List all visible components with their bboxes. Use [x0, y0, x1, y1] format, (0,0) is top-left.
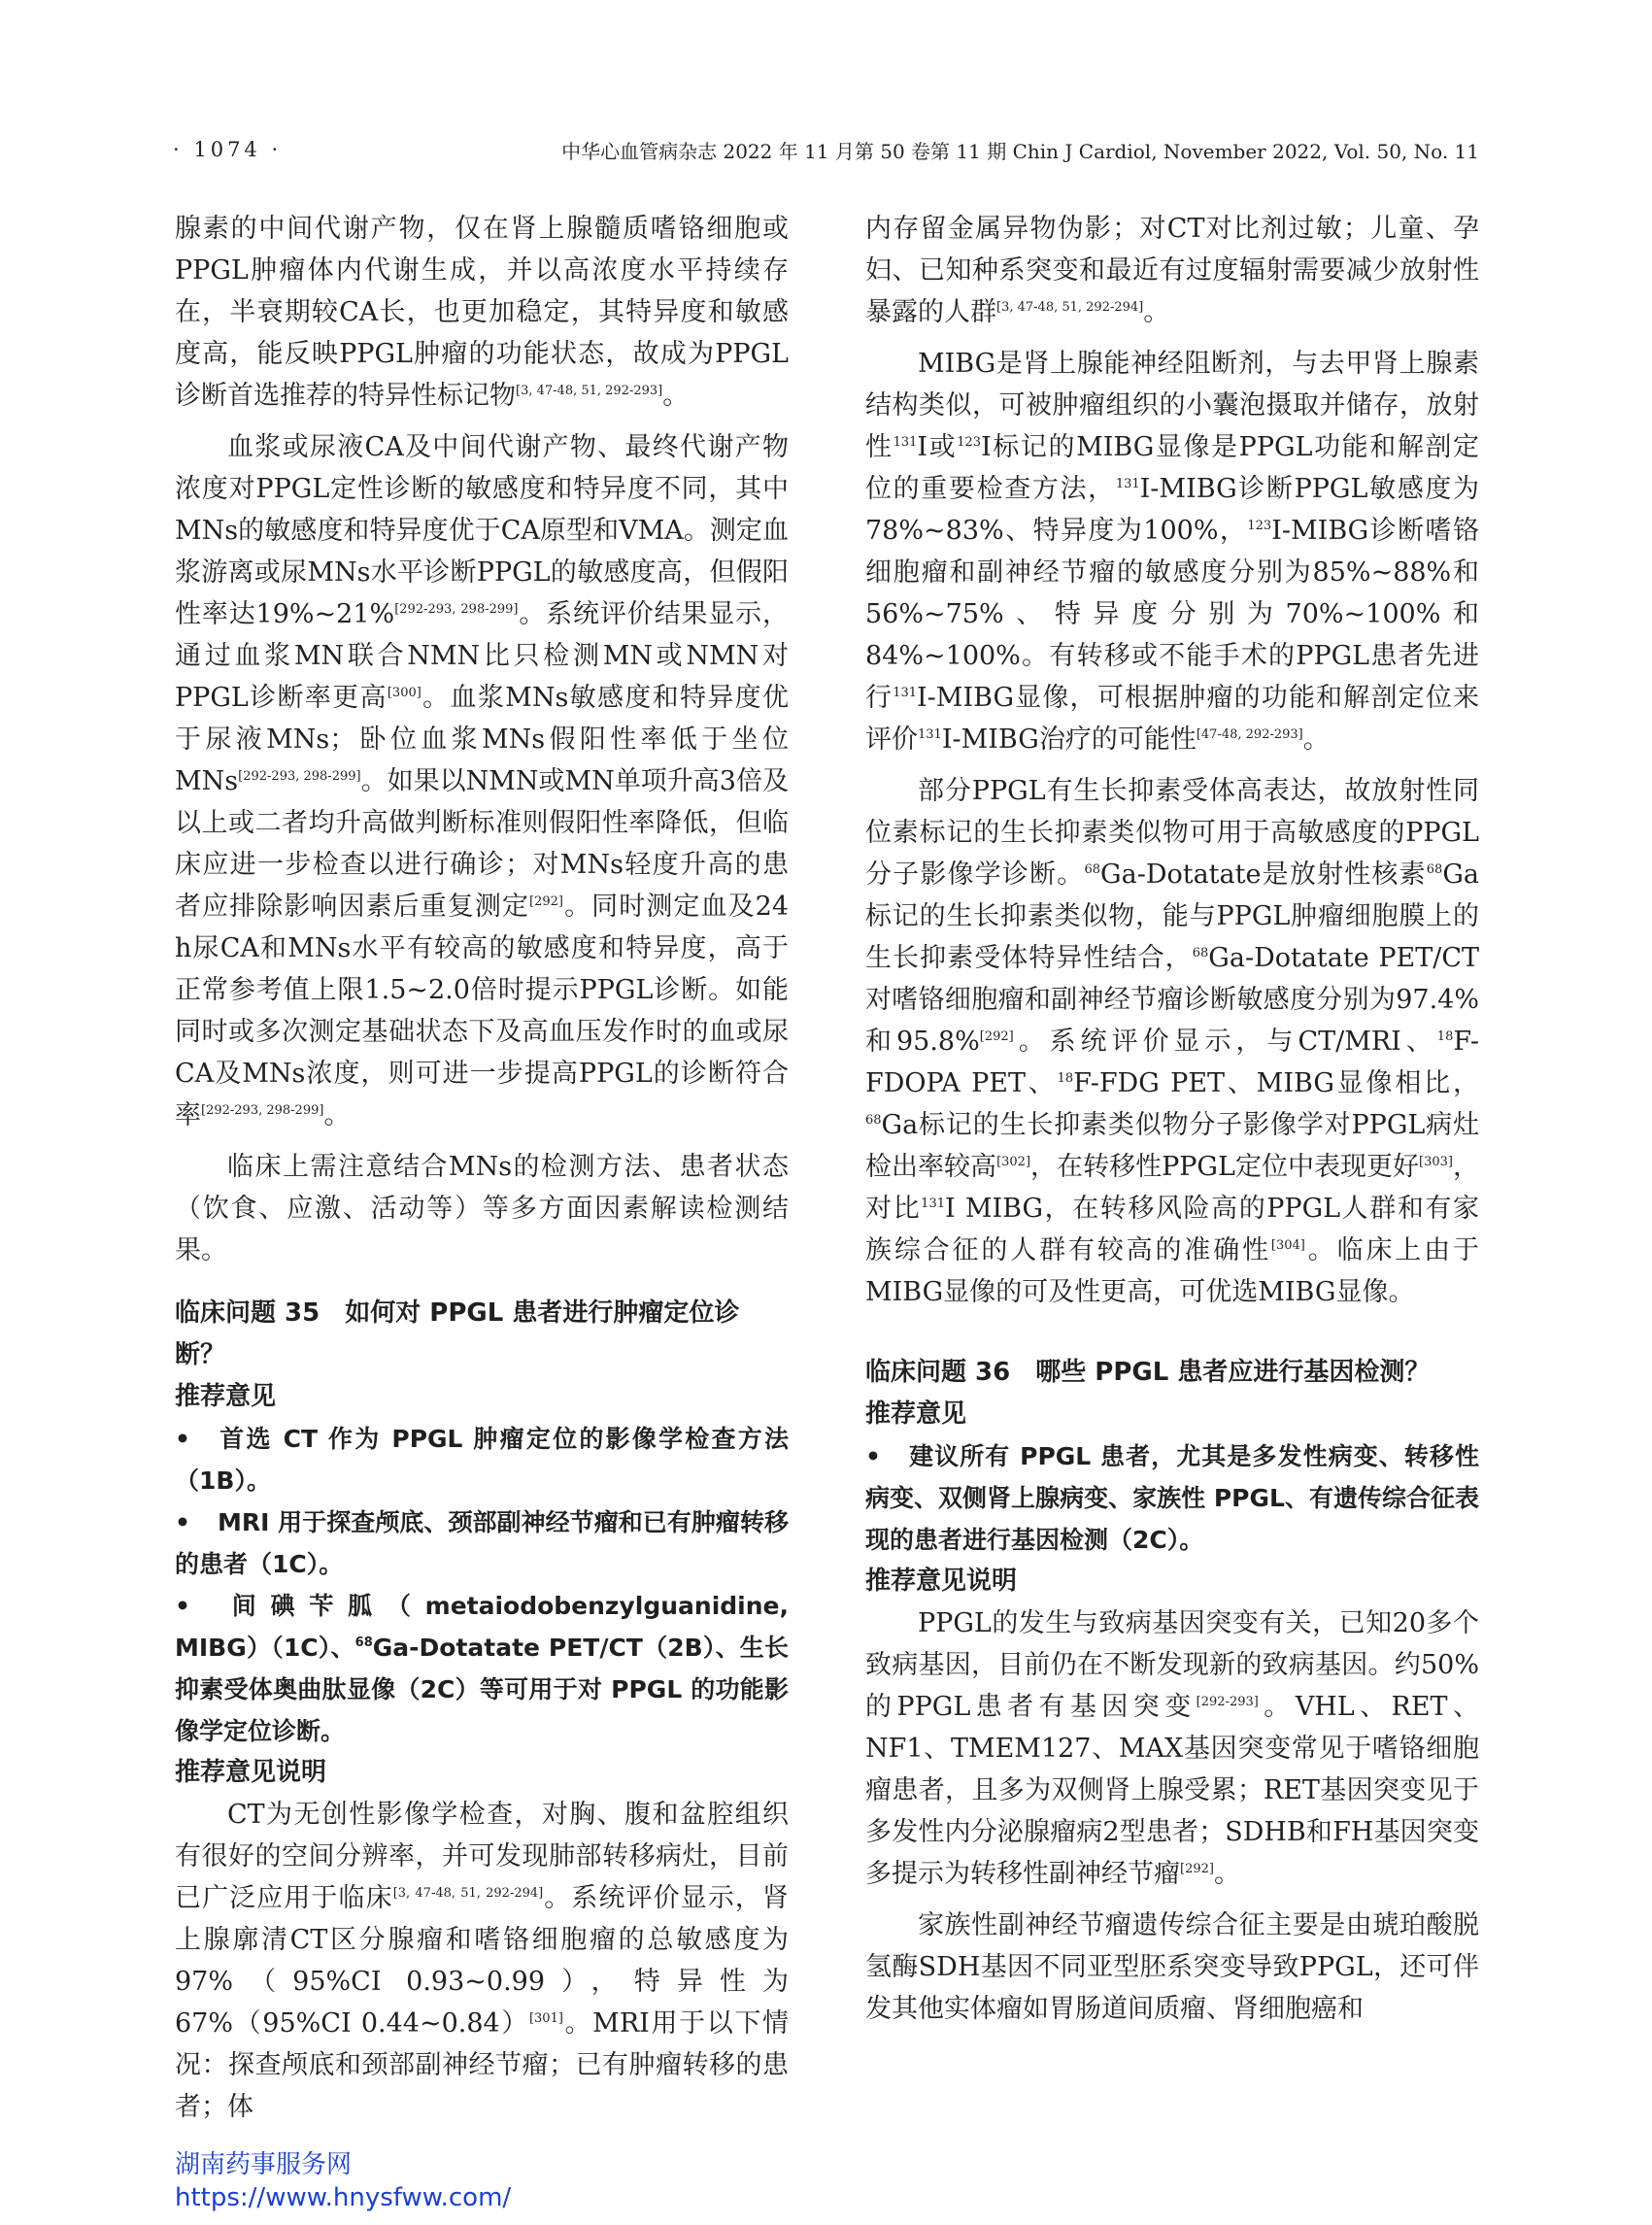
paragraph: CT为无创性影像学检查，对胸、腹和盆腔组织有很好的空间分辨率，并可发现肺部转移病灶，目前已广泛应用于临床[3, 47-48, 51, 292-294]。系统评价显示，肾上腺廓清CT区分腺瘤和嗜铬细胞瘤的总敏感度为97%（95%CI 0.93~0.99），特异性为67%（95%CI 0.44~0.84）[301]。MRI用于以下情况：探查颅底和颈部副神经节瘤；已有肿瘤转移的患者；体: [175, 1800, 790, 2122]
recommendation-title: 推荐意见: [175, 1382, 277, 1411]
citation: [292-293, 298-299]: [201, 1103, 324, 1118]
paragraph: PPGL的发生与致病基因突变有关，已知20多个致病基因，目前仍在不断发现新的致病基因。约50%的PPGL患者有基因突变[292-293]。VHL、RET、NF1、TMEM127、MAX基因突变常见于嗜铬细胞瘤患者，且多为双侧肾上腺受累；RET基因突变见于多发性内分泌腺瘤病2型患者；SDHB和FH基因突变多提示为转移性副神经节瘤[292]。: [865, 1608, 1479, 1889]
recommendation-item: • 间碘苄胍（metaiodobenzylguanidine, MIBG）（1C）、$^{68}$Ga-Dotatate PET/CT（2B）、生长抑素受体奥曲肽显像（2C）等可用于对 PPGL 的功能影像学定位诊断。: [175, 1585, 789, 1752]
citation: [292-293, 298-299]: [238, 769, 361, 784]
paragraph: 家族性副神经节瘤遗传综合征主要是由琥珀酸脱氢酶SDH基因不同亚型胚系突变导致PPGL，还可伴发其他实体瘤如胃肠道间质瘤、肾细胞癌和: [865, 1910, 1479, 2024]
site-url-link[interactable]: https://www.hnysfww.com/: [175, 2183, 512, 2212]
recommendation-item: • 建议所有 PPGL 患者，尤其是多发性病变、转移性病变、双侧肾上腺病变、家族性 PPGL、有遗传综合征表现的患者进行基因检测（2C）。: [865, 1435, 1479, 1561]
citation: [292]: [979, 1029, 1014, 1044]
citation: [303]: [1419, 1155, 1453, 1169]
explanation-title: 推荐意见说明: [865, 1567, 1018, 1596]
citation: [301]: [528, 2011, 563, 2026]
citation: [292-293, 298-299]: [394, 602, 519, 617]
bullet-icon: •: [175, 1425, 190, 1453]
page-number: · 1074 ·: [173, 138, 283, 161]
watermark-footer: [175, 2148, 511, 2214]
explanation-title: 推荐意见说明: [175, 1758, 327, 1787]
left-column: [175, 208, 789, 2128]
paragraph: 血浆或尿液CA及中间代谢产物、最终代谢产物浓度对PPGL定性诊断的敏感度和特异度不同，其中MNs的敏感度和特异度优于CA原型和VMA。测定血浆游离或尿MNs水平诊断PPGL的敏感度高，但假阳性率达19%~21%[292-293, 298-299]。系统评价结果显示，通过血浆MN联合NMN比只检测MN或NMN对PPGL诊断率更高[300]。血浆MNs敏感度和特异度优于尿液MNs；卧位血浆MNs假阳性率低于坐位MNs[292-293, 298-299]。如果以NMN或MN单项升高3倍及以上或二者均升高做判断标准则假阳性率降低，但临床应进一步检查以进行确诊；对MNs轻度升高的患者应排除影响因素后重复测定[292]。同时测定血及24 h尿CA和MNs水平有较高的敏感度和特异度，高于正常参考值上限1.5~2.0倍时提示PPGL诊断。如能同时或多次测定基础状态下及高血压发作时的血或尿CA及MNs浓度，则可进一步提高PPGL的诊断符合率[292-293, 298-299]。: [175, 432, 790, 1130]
recommendation-item: • 首选 CT 作为 PPGL 肿瘤定位的影像学检查方法（1B）。: [175, 1418, 789, 1501]
bullet-icon: •: [865, 1442, 881, 1470]
right-column: [865, 208, 1479, 2030]
paragraph: MIBG是肾上腺能神经阻断剂，与去甲肾上腺素结构类似，可被肿瘤组织的小囊泡摄取并储存，放射性$^{131}$I或$^{123}$I标记的MIBG显像是PPGL功能和解剖定位的重要检查方法，$^{131}$I-MIBG诊断PPGL敏感度为78%~83%、特异度为100%，$^{123}$I-MIBG诊断嗜铬细胞瘤和副神经节瘤的敏感度分别为85%~88%和56%~75%、特异度分别为70%~100%和84%~100%。有转移或不能手术的PPGL患者先进行$^{131}$I-MIBG显像，可根据肿瘤的功能和解剖定位来评价$^{131}$I-MIBG治疗的可能性[47-48, 292-293]。: [865, 349, 1480, 755]
citation: [292]: [1180, 1862, 1214, 1876]
section-heading: 临床问题 36 哪些 PPGL 患者应进行基因检测？: [865, 1358, 1431, 1387]
paragraph: 内存留金属异物伪影；对CT对比剂过敏；儿童、孕妇、已知种系突变和最近有过度辐射需要减少放射性暴露的人群[3, 47-48, 51, 292-294]。: [865, 214, 1479, 327]
bullet-icon: •: [175, 1592, 190, 1620]
section-heading: 临床问题 35 如何对 PPGL 患者进行肿瘤定位诊断？: [175, 1298, 740, 1369]
citation: [3, 47-48, 51, 292-293]: [516, 384, 663, 398]
citation: [300]: [387, 686, 421, 700]
citation: [304]: [1270, 1238, 1305, 1253]
site-name: 湖南药事服务网: [175, 2150, 353, 2179]
citation: [302]: [996, 1155, 1031, 1169]
paragraph: 临床上需注意结合MNs的检测方法、患者状态（饮食、应激、活动等）等多方面因素解读检测结果。: [175, 1152, 789, 1265]
recommendation-item: • MRI 用于探查颅底、颈部副神经节瘤和已有肿瘤转移的患者（1C）。: [175, 1501, 789, 1585]
citation: [292-293]: [1196, 1695, 1259, 1709]
bullet-icon: •: [175, 1508, 190, 1536]
paragraph: 腺素的中间代谢产物，仅在肾上腺髓质嗜铬细胞或PPGL肿瘤体内代谢生成，并以高浓度水平持续存在，半衰期较CA长，也更加稳定，其特异度和敏感度高，能反映PPGL肿瘤的功能状态，故成为PPGL诊断首选推荐的特异性标记物[3, 47-48, 51, 292-293]。: [175, 214, 789, 411]
citation: [47-48, 292-293]: [1196, 727, 1303, 742]
journal-citation: 中华心血管病杂志 2022 年 11 月第 50 卷第 11 期 Chin J Cardiol, November 2022, Vol. 50, No. 11: [561, 139, 1479, 163]
citation: [292]: [529, 894, 564, 909]
citation: [3, 47-48, 51, 292-294]: [996, 300, 1144, 315]
recommendation-title: 推荐意见: [865, 1399, 967, 1429]
running-header: [173, 132, 1479, 167]
citation: [3, 47-48, 51, 292-294]: [392, 1886, 544, 1901]
paragraph: 部分PPGL有生长抑素受体高表达，故放射性同位素标记的生长抑素类似物可用于高敏感度的PPGL分子影像学诊断。$^{68}$Ga-Dotatate是放射性核素$^{68}$Ga标记的生长抑素类似物，能与PPGL肿瘤细胞膜上的生长抑素受体特异性结合，$^{68}$Ga-Dotatate PET/CT对嗜铬细胞瘤和副神经节瘤诊断敏感度分别为97.4%和95.8%[292]。系统评价显示，与CT/MRI、$^{18}$F-FDOPA PET、$^{18}$F-FDG PET、MIBG显像相比，$^{68}$Ga标记的生长抑素类似物分子影像学对PPGL病灶检出率较高[302]，在转移性PPGL定位中表现更好[303]，对比$^{131}$I MIBG，在转移风险高的PPGL人群和有家族综合征的人群有较高的准确性[304]。临床上由于MIBG显像的可及性更高，可优选MIBG显像。: [865, 776, 1480, 1307]
